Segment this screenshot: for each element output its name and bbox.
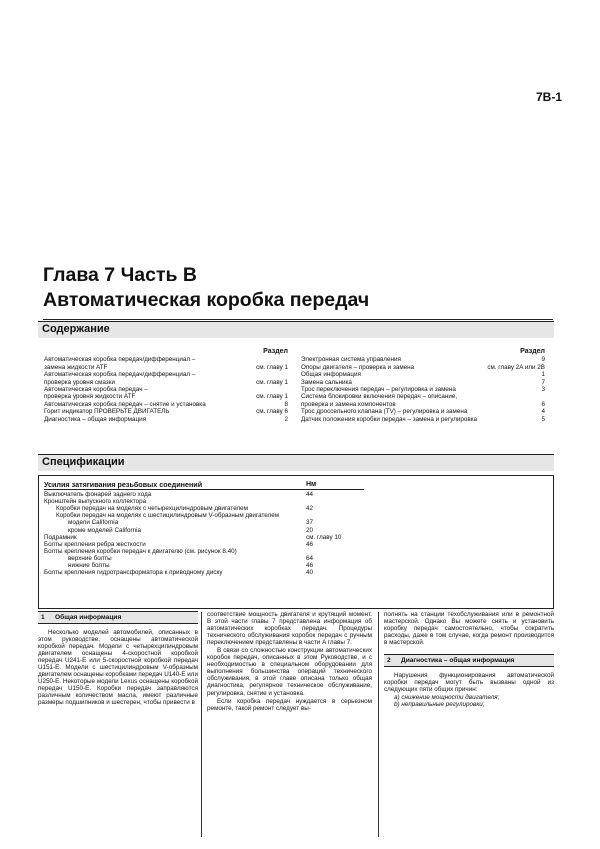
toc-entry-title: Замена сальника: [301, 378, 352, 386]
toc-entry[interactable]: [301, 379, 545, 386]
torque-row-value: 46: [306, 562, 314, 570]
section-2-number: 2: [387, 657, 391, 665]
section-2-item-b: b) неправильные регулировки;: [394, 701, 485, 709]
torque-row-value: см. главу 10: [306, 533, 342, 541]
toc-left-column: [44, 348, 288, 423]
section-2-header: [384, 654, 554, 667]
torque-row: [44, 541, 364, 548]
section-1-paragraph: Несколько моделей автомобилей, описанных в этом руководстве, оснащены автоматической коробкой передач. Модели с четырехцилиндровым двигателем оснащены 4-скоростной коробкой передач U241-E или 5-скоростной коробкой передач U151-E. Модели с шестицилиндровым V-образным двигателем оснащены коробками передач U140-E или U250-E. Некоторые модели Lexus оснащены коробкой передач U150-E. Коробки передач заправляются различным количеством масла, имеют различные размеры подшипников и шестерен, чтобы привести в: [38, 629, 198, 707]
section-1-paragraph-3-cont: полнять на станции техобслуживания или в ремонтной мастерской. Однако Вы можете снять и установить коробку передач самостоятельно, чтобы сократить расходы, даже в том случае, когда ремонт производится в мастерской.: [384, 611, 554, 647]
toc-entry[interactable]: [44, 401, 288, 408]
torque-row-value: 20: [306, 526, 314, 534]
text-column-3: [384, 611, 554, 708]
toc-entry-title: Автоматическая коробка передач – проверка уровня жидкости ATF: [44, 386, 148, 401]
toc-entry-title: Трос дроссельного клапана (TV) – регулировка и замена: [301, 408, 468, 416]
torque-row: [44, 534, 364, 541]
section-2-title: Диагностика – общая информация: [401, 657, 515, 665]
chapter-heading: [43, 263, 553, 320]
torque-row-value: 40: [306, 569, 314, 577]
torque-row-label: Выключатель фонарей заднего хода: [44, 491, 152, 499]
toc-entry[interactable]: [301, 408, 545, 415]
torque-row-label: Подрамник: [44, 533, 77, 541]
torque-heading: Усилия затягивания резьбовых соединений: [44, 481, 364, 490]
toc-entry-page: 7: [541, 378, 545, 386]
toc-entry-page: 2: [284, 415, 288, 423]
torque-row-value: 64: [306, 554, 314, 562]
specs-title: Спецификации: [42, 456, 125, 468]
torque-row-label: кроме моделей California: [68, 526, 142, 534]
toc-entry-title: Опоры двигателя – проверка и замена: [301, 363, 415, 371]
torque-unit: Нм: [306, 481, 317, 488]
toc-section-label: Раздел: [263, 348, 288, 355]
toc-entry-title: Автоматическая коробка передач/дифференциал – замена жидкости ATF: [44, 356, 196, 371]
torque-row: [44, 512, 364, 519]
toc-entry-page: 6: [541, 400, 545, 408]
section-1-paragraph-cont: соответствие мощность двигателя и крутящий момент. В этой части главы 7 представлена информация об автоматических коробках передач. Процедуры технического обслуживания коробок передач с ручным переключением представлены в части A главы 7.: [207, 611, 372, 647]
torque-row-label: Болты крепления ребра жесткости: [44, 540, 146, 548]
torque-row: [44, 569, 364, 576]
section-1-paragraph-3: Если коробка передач нуждается в серьезном ремонте, такой ремонт следует вы-: [207, 697, 372, 712]
section-1-paragraph-2: В связи со сложностью конструкции автоматических коробок передач, описанных в этом Руководстве, и с необходимостью в специальном оборудовании для выполнения большинства операций технического обслуживания, в этой главе описана только общая диагностика, регулярное техническое обслуживание, регулировка, снятие и установка.: [207, 647, 372, 697]
torque-row-label: Болты крепления коробки передач к двигателю (см. рисунок 8.40): [44, 547, 237, 555]
toc-entry-page: 1: [541, 371, 545, 379]
chapter-title: Глава 7 Часть B: [43, 264, 198, 286]
torque-row: [44, 562, 364, 569]
specs-header: [38, 454, 554, 471]
torque-row-label: Болты крепления гидротрансформатора к приводному диску: [44, 569, 223, 577]
toc-right-list: [301, 356, 545, 423]
toc-entry-page: 5: [541, 415, 545, 423]
toc-entry[interactable]: [44, 408, 288, 415]
torque-row-value: 37: [306, 519, 314, 527]
torque-row-value: 44: [306, 491, 314, 499]
toc-entry-page: см. главу 1: [256, 378, 288, 386]
toc-entry[interactable]: [301, 416, 545, 423]
specs-box: [38, 475, 554, 609]
toc-entry-title: Автоматическая коробка передач – снятие и установка: [44, 400, 206, 408]
contents-title: Содержание: [42, 323, 110, 335]
toc-entry-title: Система блокировки включения передач – описание, проверка и замена компонентов: [301, 393, 458, 408]
toc-section-label: Раздел: [520, 348, 545, 355]
toc-entry[interactable]: [301, 356, 545, 363]
toc-entry-page: см. главу 1: [256, 393, 288, 401]
torque-row: [44, 519, 364, 526]
toc-entry-page: см. главу 6: [256, 408, 288, 416]
toc-entry-page: 4: [541, 408, 545, 416]
section-2-item-a: а) снижение мощности двигателя;: [394, 694, 500, 702]
toc-entry-page: см. главу 1: [256, 363, 288, 371]
page-number: 7B-1: [535, 90, 562, 104]
column-divider: [201, 612, 202, 837]
toc-entry[interactable]: [44, 416, 288, 423]
torque-row: [44, 548, 364, 555]
chapter-divider: [43, 319, 553, 320]
toc-entry[interactable]: [44, 386, 288, 401]
toc-right-column: [301, 348, 545, 423]
toc-entry-page: 3: [541, 386, 545, 394]
torque-row-label: модели California: [68, 519, 119, 527]
toc-entry-page: 9: [541, 356, 545, 364]
toc-entry-title: Трос переключения передач – регулировка и замена: [301, 386, 456, 394]
torque-row-label: верхние болты: [68, 554, 112, 562]
toc-entry[interactable]: [301, 371, 545, 378]
toc-entry[interactable]: [301, 393, 545, 408]
toc-entry-title: Датчик положения коробки передач – замена и регулировка: [301, 415, 478, 423]
text-column-1: [38, 611, 198, 708]
torque-rows: [44, 491, 364, 576]
torque-row-value: 42: [306, 505, 314, 513]
toc-entry-title: Общая информация: [301, 371, 361, 379]
torque-row-label: нижние болты: [68, 562, 110, 570]
torque-row-label: Коробки передач на моделях с шестицилиндровым V-образным двигателем: [56, 512, 280, 520]
toc-left-list: [44, 356, 288, 423]
section-1-header: [38, 611, 198, 624]
toc-entry-title: Горит индикатор ПРОВЕРЬТЕ ДВИГАТЕЛЬ: [44, 408, 170, 416]
torque-row-value: 46: [306, 540, 314, 548]
section-1-title: Общая информация: [55, 614, 122, 621]
toc-entry-title: Автоматическая коробка передач/дифференциал – проверка уровня смазки: [44, 371, 196, 386]
toc-entry[interactable]: [44, 356, 288, 371]
chapter-subtitle: Автоматическая коробка передач: [43, 289, 370, 311]
section-2-paragraph: Нарушения функционирования автоматической коробки передач могут быть вызваны одной из следующих пяти общих причин:: [384, 672, 554, 694]
text-column-2: [207, 611, 372, 713]
contents-header: [38, 321, 554, 338]
toc-entry-title: Электронная система управления: [301, 356, 401, 364]
torque-row-label: Коробки передач на моделях с четырехцилиндровым двигателем: [56, 505, 249, 513]
column-divider: [378, 612, 379, 837]
torque-row-label: Кронштейн выпускного коллектора: [44, 498, 147, 506]
section-1-number: 1: [41, 614, 45, 621]
toc-entry-page: см. главу 2A или 2B: [487, 363, 545, 371]
torque-row: [44, 527, 364, 534]
torque-row: [44, 555, 364, 562]
toc-entry[interactable]: [44, 371, 288, 386]
torque-table: [44, 481, 364, 576]
toc-entry-title: Диагностика – общая информация: [44, 415, 147, 423]
toc-entry-page: 8: [284, 400, 288, 408]
